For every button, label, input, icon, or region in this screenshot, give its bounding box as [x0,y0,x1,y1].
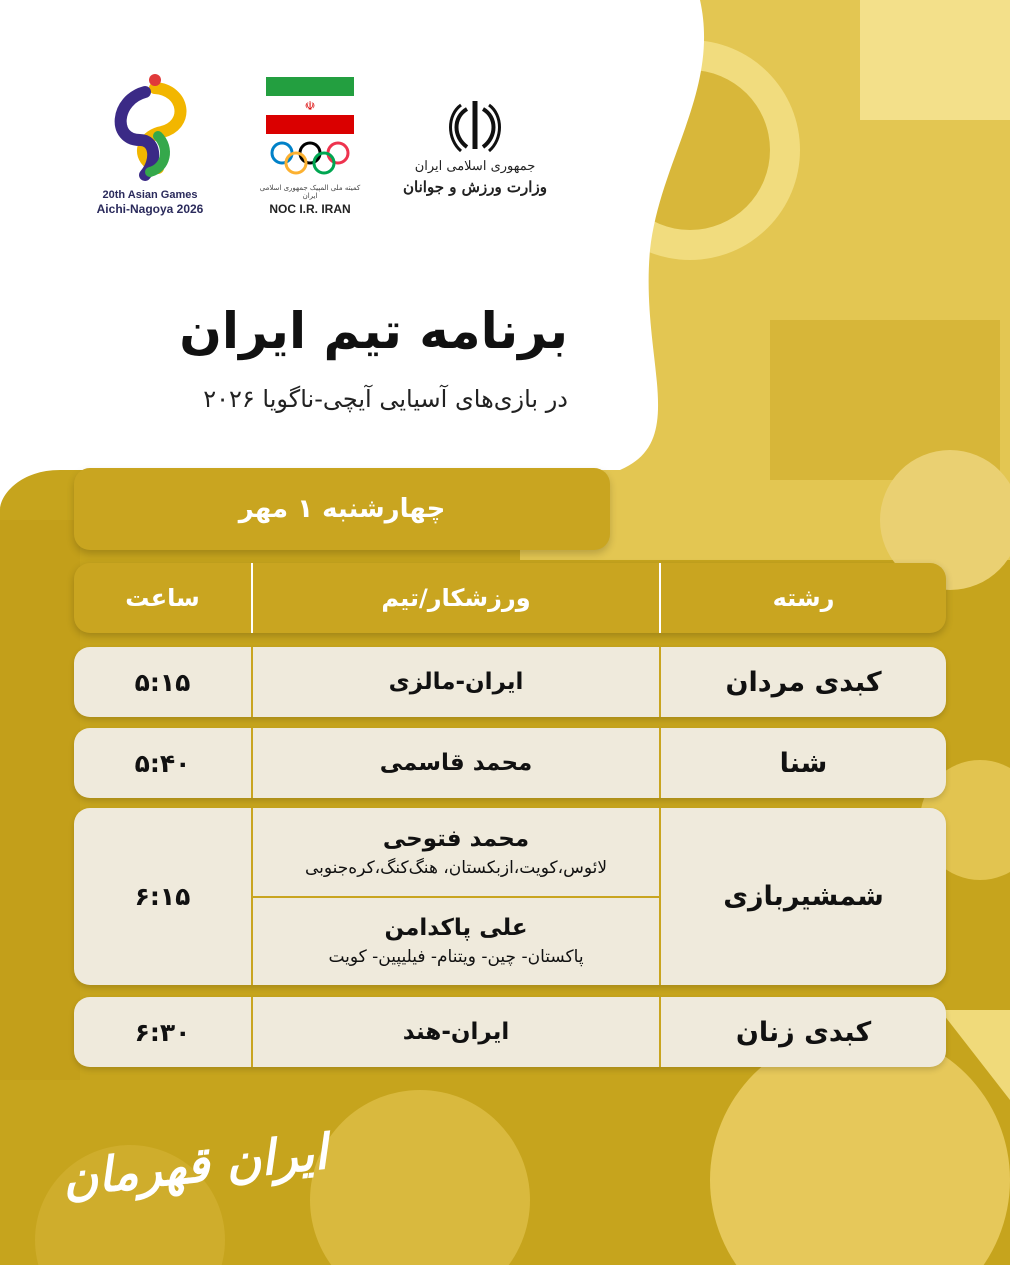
iran-emblem-icon [445,95,505,155]
athlete-name: علی پاکدامن [384,915,528,942]
table-row [74,808,946,985]
date-banner: چهارشنبه ۱ مهر [74,468,610,550]
table-row [74,997,946,1067]
ministry-line-1: جمهوری اسلامی ایران [414,159,536,174]
table-row [74,728,946,798]
row-athlete [251,728,661,798]
row-athlete [251,647,661,717]
noc-subcaption: کمیته ملی المپیک جمهوری اسلامی ایران [259,184,361,200]
noc-logo [255,75,365,216]
svg-text:☫: ☫ [304,99,316,113]
row-time: ۶:۳۰ [134,1017,191,1047]
ministry-line-2: وزارت ورزش و جوانان [403,178,547,196]
row-discipline: کبدی زنان [735,1016,872,1048]
athlete-entry [253,896,659,986]
asian-games-caption-2: Aichi-Nagoya 2026 [96,202,204,216]
noc-caption: NOC I.R. IRAN [269,202,351,216]
row-athlete [251,808,661,985]
row-discipline: شمشیربازی [723,881,884,912]
athlete-opponents: پاکستان- چین- ویتنام- فیلیپین- کویت [328,947,584,968]
asian-games-logo [80,70,220,216]
athlete-name: محمد فتوحی [382,825,530,852]
table-header [74,563,946,633]
row-time: ۶:۱۵ [134,882,191,911]
header-athlete: ورزشکار/تیم [251,563,661,633]
asian-games-caption: 20th Asian Games [102,189,198,201]
athlete-entry [253,808,659,896]
athlete-name: محمد قاسمی [379,750,533,776]
row-athlete [251,997,661,1067]
row-time: ۵:۱۵ [134,667,191,697]
athlete-name: ایران-مالزی [388,669,524,695]
row-time: ۵:۴۰ [134,748,191,778]
ministry-logo [395,95,555,196]
row-discipline: کبدی مردان [725,666,882,698]
table-row [74,647,946,717]
header-time: ساعت [125,584,200,612]
page-title: برنامه تیم ایران [179,302,568,360]
row-discipline: شنا [779,747,828,779]
athlete-name: ایران-هند [402,1019,510,1045]
page-subtitle: در بازی‌های آسیایی آیچی-ناگویا ۲۰۲۶ [203,385,568,413]
iran-flag-olympic-rings-icon [264,75,356,180]
athlete-opponents: لائوس،کویت،ازبکستان، هنگ‌کنگ،کره‌جنوبی [304,857,608,878]
brand-logo: ایران قهرمان [59,1124,330,1208]
asian-games-emblem-icon [100,70,200,185]
header-discipline: رشته [772,584,835,612]
